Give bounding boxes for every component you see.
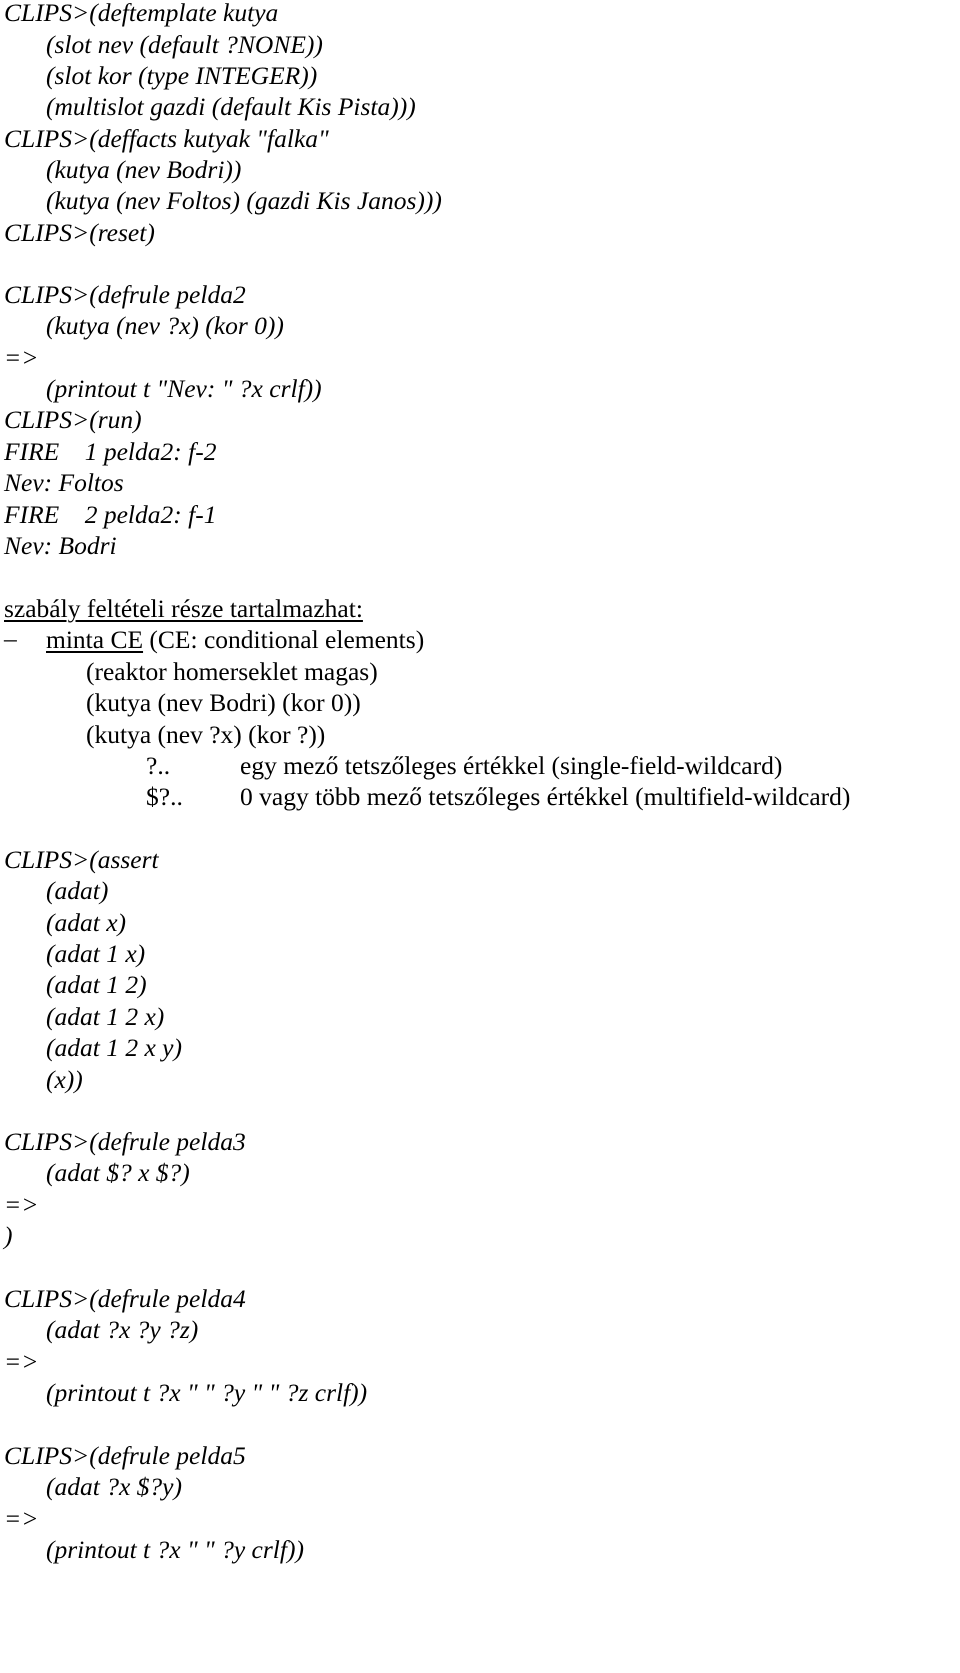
bullet-item-text: (CE: conditional elements) — [143, 625, 425, 654]
section-heading: szabály feltételi része tartalmazhat: — [4, 594, 363, 623]
code-line: Nev: Foltos — [4, 468, 124, 497]
code-line: (slot nev (default ?NONE)) — [46, 30, 323, 59]
wildcard-symbol: $?.. — [146, 782, 183, 811]
code-line: (multislot gazdi (default Kis Pista))) — [46, 92, 416, 121]
code-line: Nev: Bodri — [4, 531, 117, 560]
code-line: (printout t ?x " " ?y " " ?z crlf)) — [46, 1378, 368, 1407]
code-line: (adat 1 2) — [46, 970, 147, 999]
code-line: => — [4, 1347, 39, 1376]
code-line: CLIPS>(defrule pelda3 — [4, 1127, 246, 1156]
code-line: (adat 1 2 x) — [46, 1002, 165, 1031]
code-line: CLIPS>(deftemplate kutya — [4, 0, 279, 27]
code-line: (adat 1 x) — [46, 939, 146, 968]
code-line: FIRE 2 pelda2: f-1 — [4, 500, 217, 529]
code-line: CLIPS>(deffacts kutyak "falka" — [4, 124, 329, 153]
code-line: (printout t "Nev: " ?x crlf)) — [46, 374, 322, 403]
code-line: CLIPS>(defrule pelda5 — [4, 1441, 246, 1470]
bullet-item — [46, 623, 424, 656]
code-line: (adat x) — [46, 908, 127, 937]
code-line: CLIPS>(assert — [4, 845, 159, 874]
example-line: (kutya (nev ?x) (kor ?)) — [86, 720, 326, 749]
code-line: (printout t ?x " " ?y crlf)) — [46, 1535, 304, 1564]
code-line: (adat $? x $?) — [46, 1158, 190, 1187]
code-line: (slot kor (type INTEGER)) — [46, 61, 318, 90]
code-line: ) — [4, 1221, 13, 1250]
code-line: CLIPS>(run) — [4, 405, 142, 434]
code-line: => — [4, 343, 39, 372]
code-line: (kutya (nev ?x) (kor 0)) — [46, 311, 284, 340]
code-line: FIRE 1 pelda2: f-2 — [4, 437, 217, 466]
code-line: (adat ?x ?y ?z) — [46, 1315, 199, 1344]
code-line: => — [4, 1504, 39, 1533]
bullet-item-label: minta CE — [46, 625, 144, 654]
code-line: (kutya (nev Foltos) (gazdi Kis Janos))) — [46, 186, 442, 215]
code-line: (adat ?x $?y) — [46, 1472, 182, 1501]
code-line: CLIPS>(defrule pelda2 — [4, 280, 246, 309]
wildcard-description: egy mező tetszőleges értékkel (single-field-wildcard) — [240, 751, 783, 780]
code-line: CLIPS>(defrule pelda4 — [4, 1284, 246, 1313]
code-line: (kutya (nev Bodri)) — [46, 155, 242, 184]
bullet-dash: – — [4, 624, 17, 653]
code-line: (adat 1 2 x y) — [46, 1033, 182, 1062]
code-line: => — [4, 1190, 39, 1219]
code-line: (adat) — [46, 876, 109, 905]
wildcard-description: 0 vagy több mező tetszőleges értékkel (multifield-wildcard) — [240, 782, 851, 811]
example-line: (reaktor homerseklet magas) — [86, 657, 378, 686]
code-line: (x)) — [46, 1065, 83, 1094]
example-line: (kutya (nev Bodri) (kor 0)) — [86, 688, 361, 717]
wildcard-symbol: ?.. — [146, 751, 171, 780]
code-line: CLIPS>(reset) — [4, 218, 155, 247]
